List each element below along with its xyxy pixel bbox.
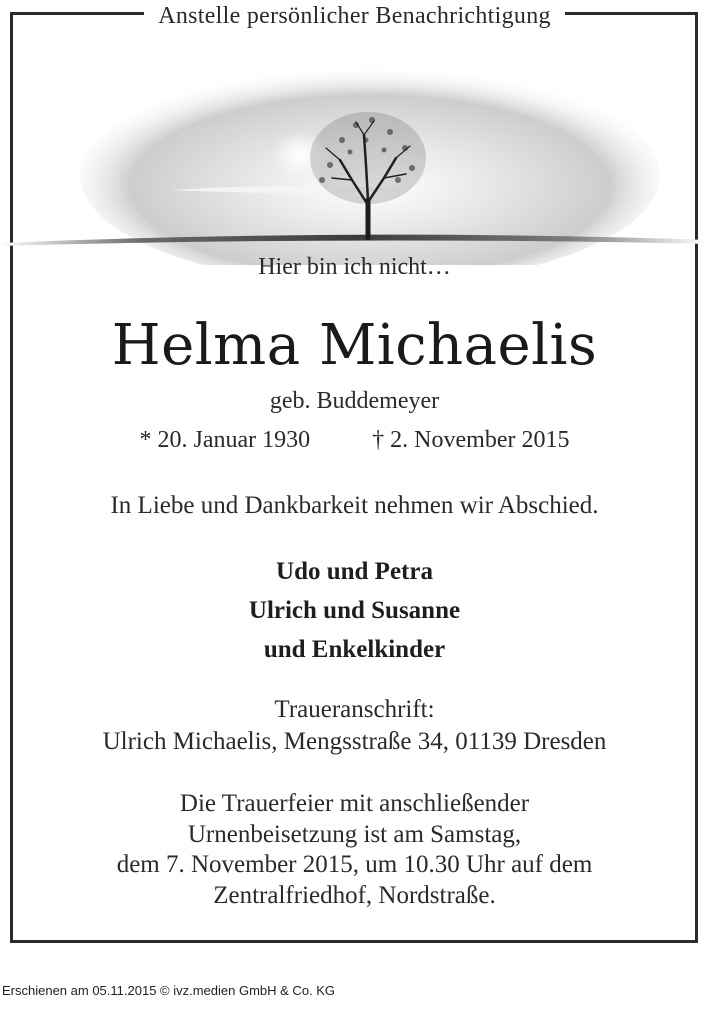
ceremony-line: Die Trauerfeier mit anschließender bbox=[179, 790, 530, 817]
ceremony-details bbox=[0, 789, 709, 911]
ceremony-line: Zentralfriedhof, Nordstraße. bbox=[213, 881, 496, 909]
tree-landscape-image bbox=[0, 40, 709, 265]
life-dates bbox=[0, 427, 709, 454]
mourner-line: und Enkelkinder bbox=[263, 636, 446, 663]
header-title: Anstelle persönlicher Benachrichtigung bbox=[144, 1, 565, 31]
mourning-address: Ulrich Michaelis, Mengsstraße 34, 01139 Dresden bbox=[102, 728, 607, 755]
deceased-name: Helma Michaelis bbox=[111, 313, 598, 378]
ceremony-line: dem 7. November 2015, um 10.30 Uhr auf dem bbox=[116, 851, 593, 878]
quote-line: Hier bin ich nicht… bbox=[258, 254, 451, 280]
mourner-line: Udo und Petra bbox=[276, 558, 433, 585]
maiden-name: geb. Buddemeyer bbox=[269, 388, 440, 414]
death-date: † 2. November 2015 bbox=[372, 427, 570, 453]
birth-date: * 20. Januar 1930 bbox=[139, 427, 311, 453]
farewell-line: In Liebe und Dankbarkeit nehmen wir Abschied. bbox=[110, 492, 599, 519]
publication-footer: Erschienen am 05.11.2015 © ivz.medien GmbH & Co. KG bbox=[2, 983, 336, 998]
mourners-list bbox=[0, 552, 709, 669]
address-label: Traueranschrift: bbox=[274, 696, 435, 723]
ceremony-line: Urnenbeisetzung ist am Samstag, bbox=[187, 820, 522, 848]
mourner-line: Ulrich und Susanne bbox=[248, 597, 461, 624]
